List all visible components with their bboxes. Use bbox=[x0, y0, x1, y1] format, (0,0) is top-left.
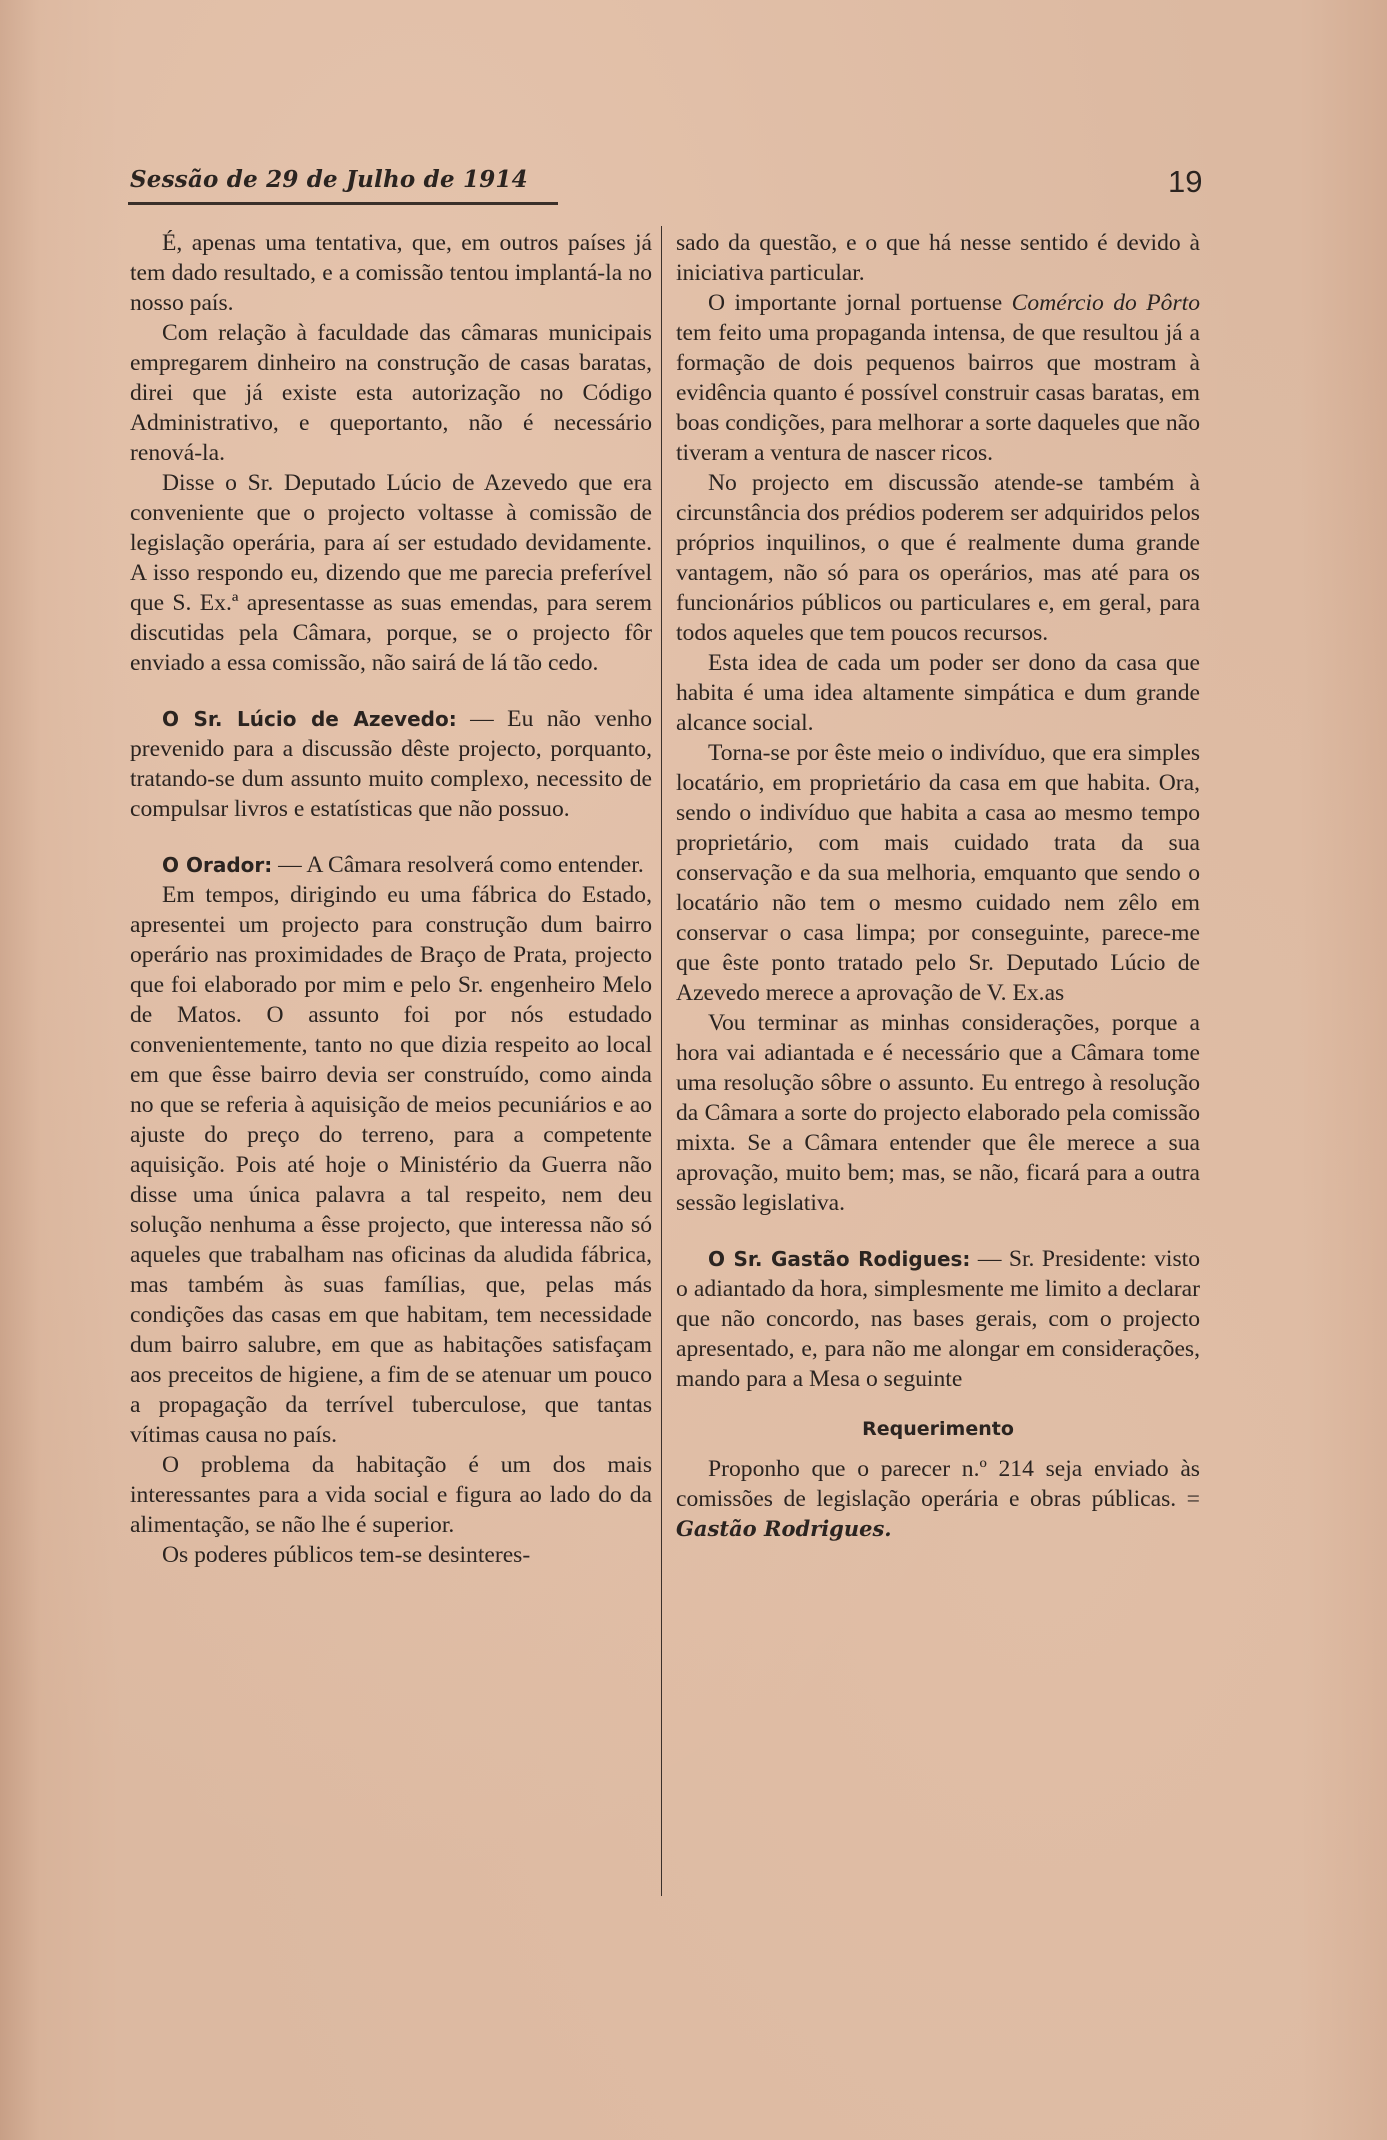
speech-paragraph bbox=[130, 850, 652, 880]
text-run: tem feito uma propaganda intensa, de que resultou já a formação de dois pequenos bairros que mostram à evidência quanto é possível construir casas baratas, em boas condições, para melhorar a sorte daqueles que não tiveram a ventura de nascer ricos. bbox=[676, 320, 1200, 466]
speech-text: — Sr. Presidente: visto o adiantado da hora, simplesmente me limito a declarar que não concordo, nas bases gerais, com o projecto apresentado, e, para não me alongar em considerações, mando para a Mesa o seguinte bbox=[676, 1246, 1200, 1392]
speaker-name: O Sr. Gastão Rodigues: bbox=[708, 1247, 971, 1271]
paragraph: O problema da habitação é um dos mais interessantes para a vida social e figura ao lado do da alimentação, se não lhe é superior. bbox=[130, 1452, 652, 1538]
newspaper-title: Comércio do Pôrto bbox=[1011, 290, 1200, 316]
paragraph: Em tempos, dirigindo eu uma fábrica do Estado, apresentei um projecto para construção dum bairro operário nas proximidades de Braço de Prata, projecto que foi elaborado por mim e pelo Sr. engenheiro Melo de Matos. O assunto foi por nós estudado convenientemente, tanto no que dizia respeito ao local em que êsse bairro devia ser construído, como ainda no que se referia à aquisição de meios pecuniários e ao ajuste do preço do terreno, para a competente aquisição. Pois até hoje o Ministério da Guerra não disse uma única palavra a tal respeito, nem deu solução nenhuma a êsse projecto, que interessa não só aqueles que trabalham nas oficinas da aludida fábrica, mas também às suas famílias, que, pelas más condições das casas em que habitam, tem necessidade dum bairro salubre, em que as habitações satisfaçam aos preceitos de higiene, a fim de se atenuar um pouco a propagação da terrível tuberculose, que tantas vítimas causa no país. bbox=[130, 882, 652, 1448]
paragraph bbox=[676, 1454, 1200, 1544]
request-text: Proponho que o parecer n.º 214 seja enviado às comissões de legislação operária e obras públicas. = bbox=[676, 1456, 1200, 1512]
paragraph: Vou terminar as minhas considerações, porque a hora vai adiantada e é necessário que a Câmara tome uma resolução sôbre o assunto. Eu entrego à resolução da Câmara a sorte do projecto elaborado pela comissão mixta. Se a Câmara entender que êle merece a sua aprovação, muito bem; mas, se não, ficará para a outra sessão legislativa. bbox=[676, 1010, 1200, 1216]
section-heading: Requerimento bbox=[862, 1418, 1014, 1440]
paragraph: Disse o Sr. Deputado Lúcio de Azevedo que era conveniente que o projecto voltasse à comissão de legislação operária, para aí ser estudado devidamente. A isso respondo eu, dizendo que me parecia preferível que S. Ex.ª apresentasse as suas emendas, para serem discutidas pela Câmara, porque, se o projecto fôr enviado a essa comissão, não sairá de lá tão cedo. bbox=[130, 470, 652, 676]
column-divider bbox=[661, 226, 662, 1896]
paragraph: Os poderes públicos tem-se desinteres- bbox=[162, 1542, 531, 1568]
paragraph: No projecto em discussão atende-se também à circunstância dos prédios poderem ser adquiridos pelos próprios inquilinos, o que é realmente duma grande vantagem, não só para os operários, mas até para os funcionários públicos ou particulares e, em geral, para todos aqueles que tem poucos recursos. bbox=[676, 470, 1200, 646]
speaker-name: O Orador: bbox=[162, 853, 273, 877]
paragraph: sado da questão, e o que há nesse sentido é devido à iniciativa particular. bbox=[676, 230, 1200, 286]
signature: Gastão Rodrigues. bbox=[676, 1516, 892, 1541]
paragraph: Esta idea de cada um poder ser dono da casa que habita é uma idea altamente simpática e dum grande alcance social. bbox=[676, 650, 1200, 736]
speech-paragraph bbox=[130, 704, 652, 824]
paragraph: Torna-se por êste meio o indivíduo, que era simples locatário, em proprietário da casa em que habita. Ora, sendo o indivíduo que habita a casa ao mesmo tempo proprietário, com mais cuidado trata da sua conservação e da sua melhoria, emquanto que sendo o locatário não tem o mesmo cuidado nem zêlo em conservar o casa limpa; por conseguinte, parece-me que êste ponto tratado pelo Sr. Deputado Lúcio de Azevedo merece a aprovação de V. Ex.as bbox=[676, 740, 1200, 1006]
text-run: O importante jornal portuense bbox=[708, 290, 1012, 316]
paragraph: Com relação à faculdade das câmaras municipais empregarem dinheiro na construção de casas baratas, direi que já existe esta autorização no Código Administrativo, e queportanto, não é necessário renová-la. bbox=[130, 320, 652, 466]
header-rule bbox=[128, 202, 558, 205]
page-number: 19 bbox=[1168, 164, 1203, 199]
speech-text: — Eu não venho prevenido para a discussão dêste projecto, porquanto, tratando-se dum assunto muito complexo, necessito de compulsar livros e estatísticas que não possuo. bbox=[130, 706, 652, 822]
left-column bbox=[130, 228, 652, 1570]
running-header: Sessão de 29 de Julho de 1914 bbox=[130, 166, 528, 193]
paragraph bbox=[676, 288, 1200, 468]
speech-paragraph bbox=[676, 1244, 1200, 1394]
right-column bbox=[676, 228, 1200, 1544]
speech-text: — A Câmara resolverá como entender. bbox=[272, 852, 644, 878]
speaker-name: O Sr. Lúcio de Azevedo: bbox=[162, 707, 457, 731]
paragraph: É, apenas uma tentativa, que, em outros países já tem dado resultado, e a comissão tentou implantá-la no nosso país. bbox=[130, 230, 652, 316]
